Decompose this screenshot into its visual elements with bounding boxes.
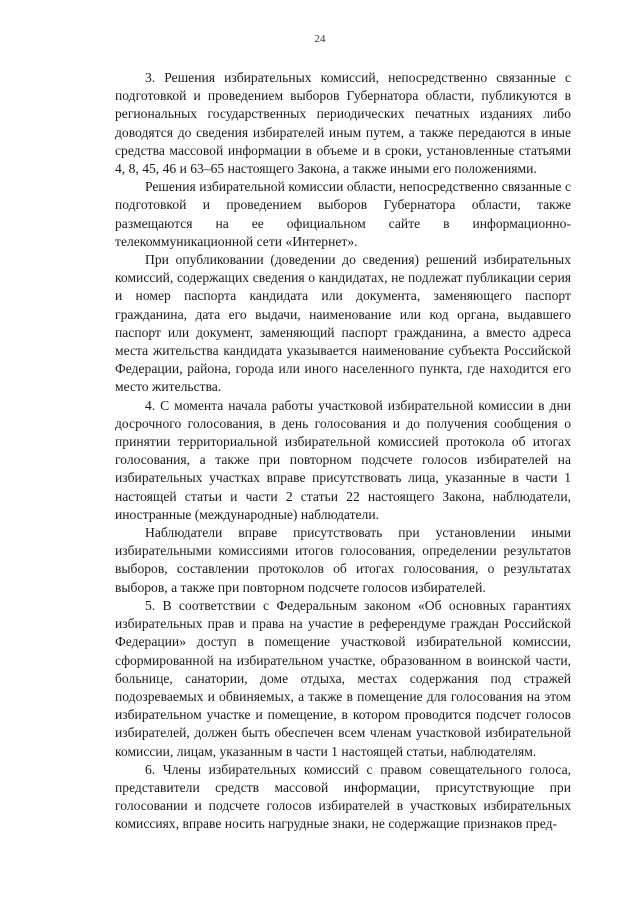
- document-body: [115, 69, 571, 834]
- paragraph-6: 6. Члены избирательных комиссий с правом совещательного голоса, представители средств массовой информации, присутствующие при голосовании и подсчете голосов избирателей в участковых избирательных комиссиях, вправе носить нагрудные знаки, не содержащие признаков пред-: [115, 761, 571, 832]
- paragraph-4: 4. С момента начала работы участковой избирательной комиссии в дни досрочного голосования, в день голосования и до получения сообщения о принятии территориальной избирательной комиссией протокола об итогах голосования, а также при повторном подсчете голосов избирателей на избирательных участках вправе присутствовать лица, указанные в части 1 настоящей статьи и части 2 статьи 22 настоящего Закона, наблюдатели, иностранные (международные) наблюдатели.: [115, 397, 571, 522]
- paragraph-observers: Наблюдатели вправе присутствовать при установлении иными избирательными комиссиями итогов голосования, определении результатов выборов, составлении протоколов об итогах голосования, о результатах выборов, а также при повторном подсчете голосов избирателей.: [115, 525, 571, 595]
- paragraph-5: 5. В соответствии с Федеральным законом «Об основных гарантиях избирательных прав и права на участие в референдуме граждан Российской Федерации» доступ в помещение участковой избирательной комиссии, сформированной на избирательном участке, образованном в воинской части, больнице, санатории, доме отдыха, местах содержания под стражей подозреваемых и обвиняемых, а также в помещение для голосования на этом избирательном участке и помещение, в котором проводится подсчет голосов избирателей, должен быть обеспечен всем членам участковой избирательной комиссии, лицам, указанным в части 1 настоящей статьи, наблюдателям.: [115, 597, 571, 759]
- paragraph-candidate-data: При опубликовании (доведении до сведения) решений избирательных комиссий, содержащих сведения о кандидатах, не подлежат публикации серия и номер паспорта кандидата или документа, заменяющего паспорт гражданина, дата его выдачи, наименование или код органа, выдавшего паспорт или документ, заменяющий паспорт гражданина, а вместо адреса места жительства кандидата указывается наименование субъекта Российской Федерации, района, города или иного населенного пункта, где находится его место жительства.: [115, 252, 571, 395]
- paragraph-publication-site: Решения избирательной комиссии области, непосредственно связанные с подготовкой и проведением выборов Губернатора области, также размещаются на ее официальном сайте в информационно-телекоммуникационной сети «Интернет».: [115, 179, 571, 249]
- paragraph-3: 3. Решения избирательных комиссий, непосредственно связанные с подготовкой и проведением выборов Губернатора области, публикуются в региональных государственных периодических печатных изданиях либо доводятся до сведения избирателей иным путем, а также передаются в иные средства массовой информации в объеме и в сроки, установленные статьями 4, 8, 45, 46 и 63–65 настоящего Закона, а также иными его положениями.: [115, 70, 571, 177]
- page-number: 24: [314, 33, 326, 45]
